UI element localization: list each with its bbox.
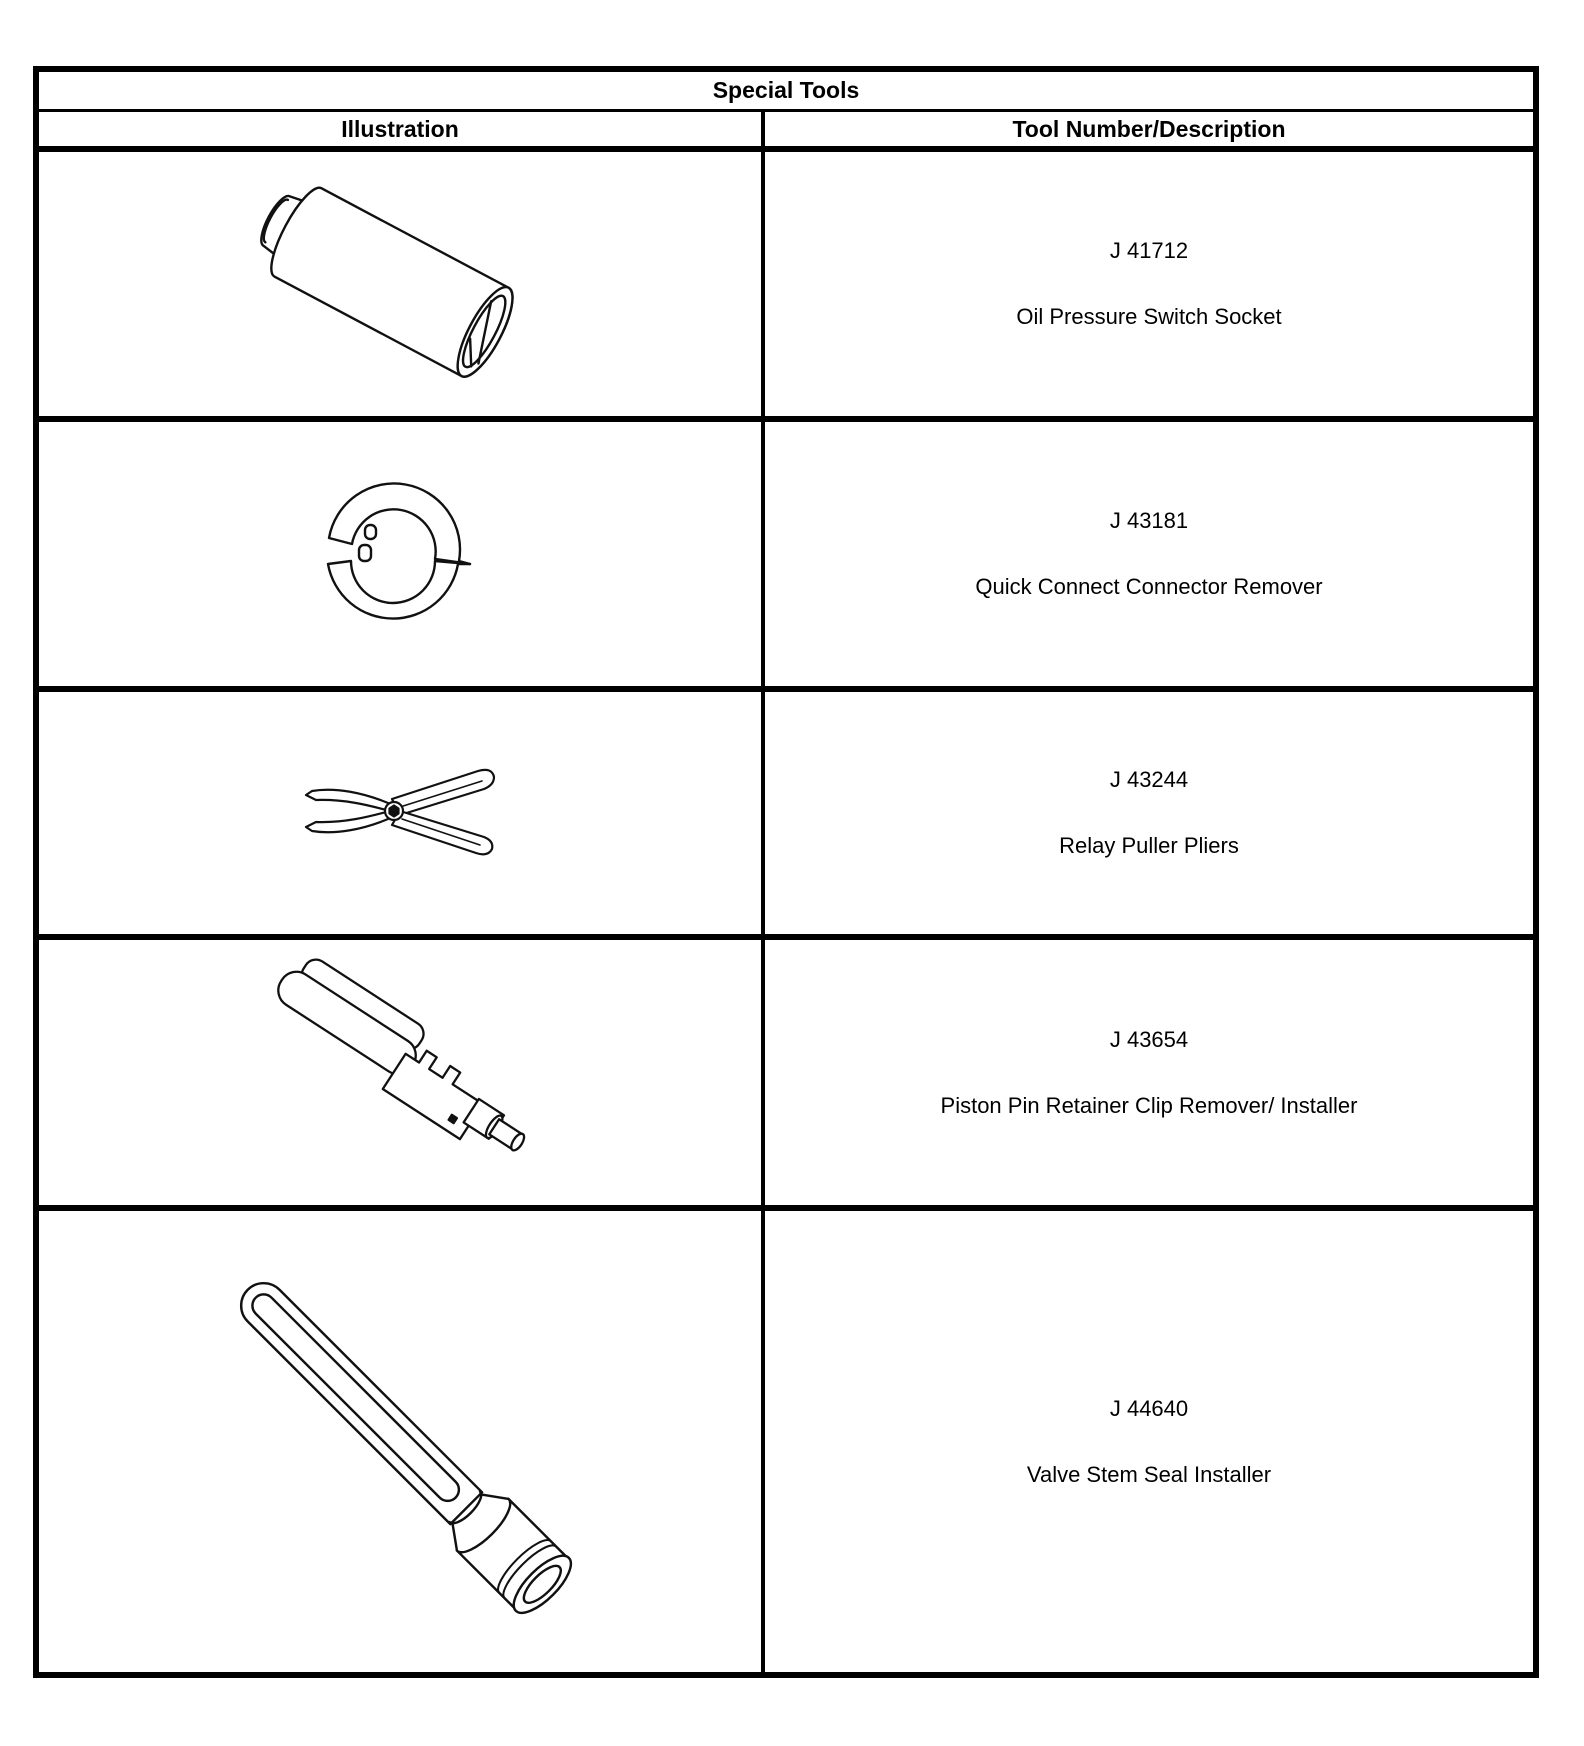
tool-description: Piston Pin Retainer Clip Remover/ Installer <box>940 1092 1358 1118</box>
column-header-illustration: Illustration <box>39 112 765 146</box>
description-cell <box>765 692 1533 934</box>
relay-puller-pliers-illustration <box>300 753 500 873</box>
oil-pressure-switch-socket-illustration <box>245 169 555 399</box>
table-header-row <box>39 112 1533 152</box>
description-cell <box>765 422 1533 686</box>
illustration-cell <box>39 422 765 686</box>
tool-number: J 43181 <box>1109 508 1189 533</box>
table-row <box>39 422 1533 692</box>
tool-number: J 43244 <box>1109 767 1189 792</box>
tool-description: Relay Puller Pliers <box>1059 833 1239 858</box>
description-cell <box>765 1211 1533 1672</box>
valve-stem-seal-installer-illustration <box>180 1222 620 1662</box>
special-tools-table <box>33 66 1539 1678</box>
tool-number: J 43654 <box>1109 1026 1189 1052</box>
table-row <box>39 152 1533 422</box>
piston-pin-retainer-clip-remover-installer-illustration <box>245 953 555 1193</box>
quick-connect-connector-remover-illustration <box>313 469 488 639</box>
table-title: Special Tools <box>39 72 1533 112</box>
column-header-tool-number-description: Tool Number/Description <box>1012 115 1286 142</box>
tool-description: Oil Pressure Switch Socket <box>1016 304 1282 329</box>
tool-description: Quick Connect Connector Remover <box>975 574 1323 599</box>
illustration-cell <box>39 1211 765 1672</box>
illustration-cell <box>39 692 765 934</box>
table-row <box>39 1211 1533 1672</box>
description-cell <box>765 940 1533 1205</box>
tool-number: J 41712 <box>1109 238 1189 263</box>
tool-number: J 44640 <box>1109 1395 1189 1421</box>
table-row <box>39 692 1533 940</box>
illustration-cell <box>39 940 765 1205</box>
table-row <box>39 940 1533 1211</box>
tool-description: Valve Stem Seal Installer <box>1026 1461 1272 1487</box>
illustration-cell <box>39 152 765 416</box>
description-cell <box>765 152 1533 416</box>
